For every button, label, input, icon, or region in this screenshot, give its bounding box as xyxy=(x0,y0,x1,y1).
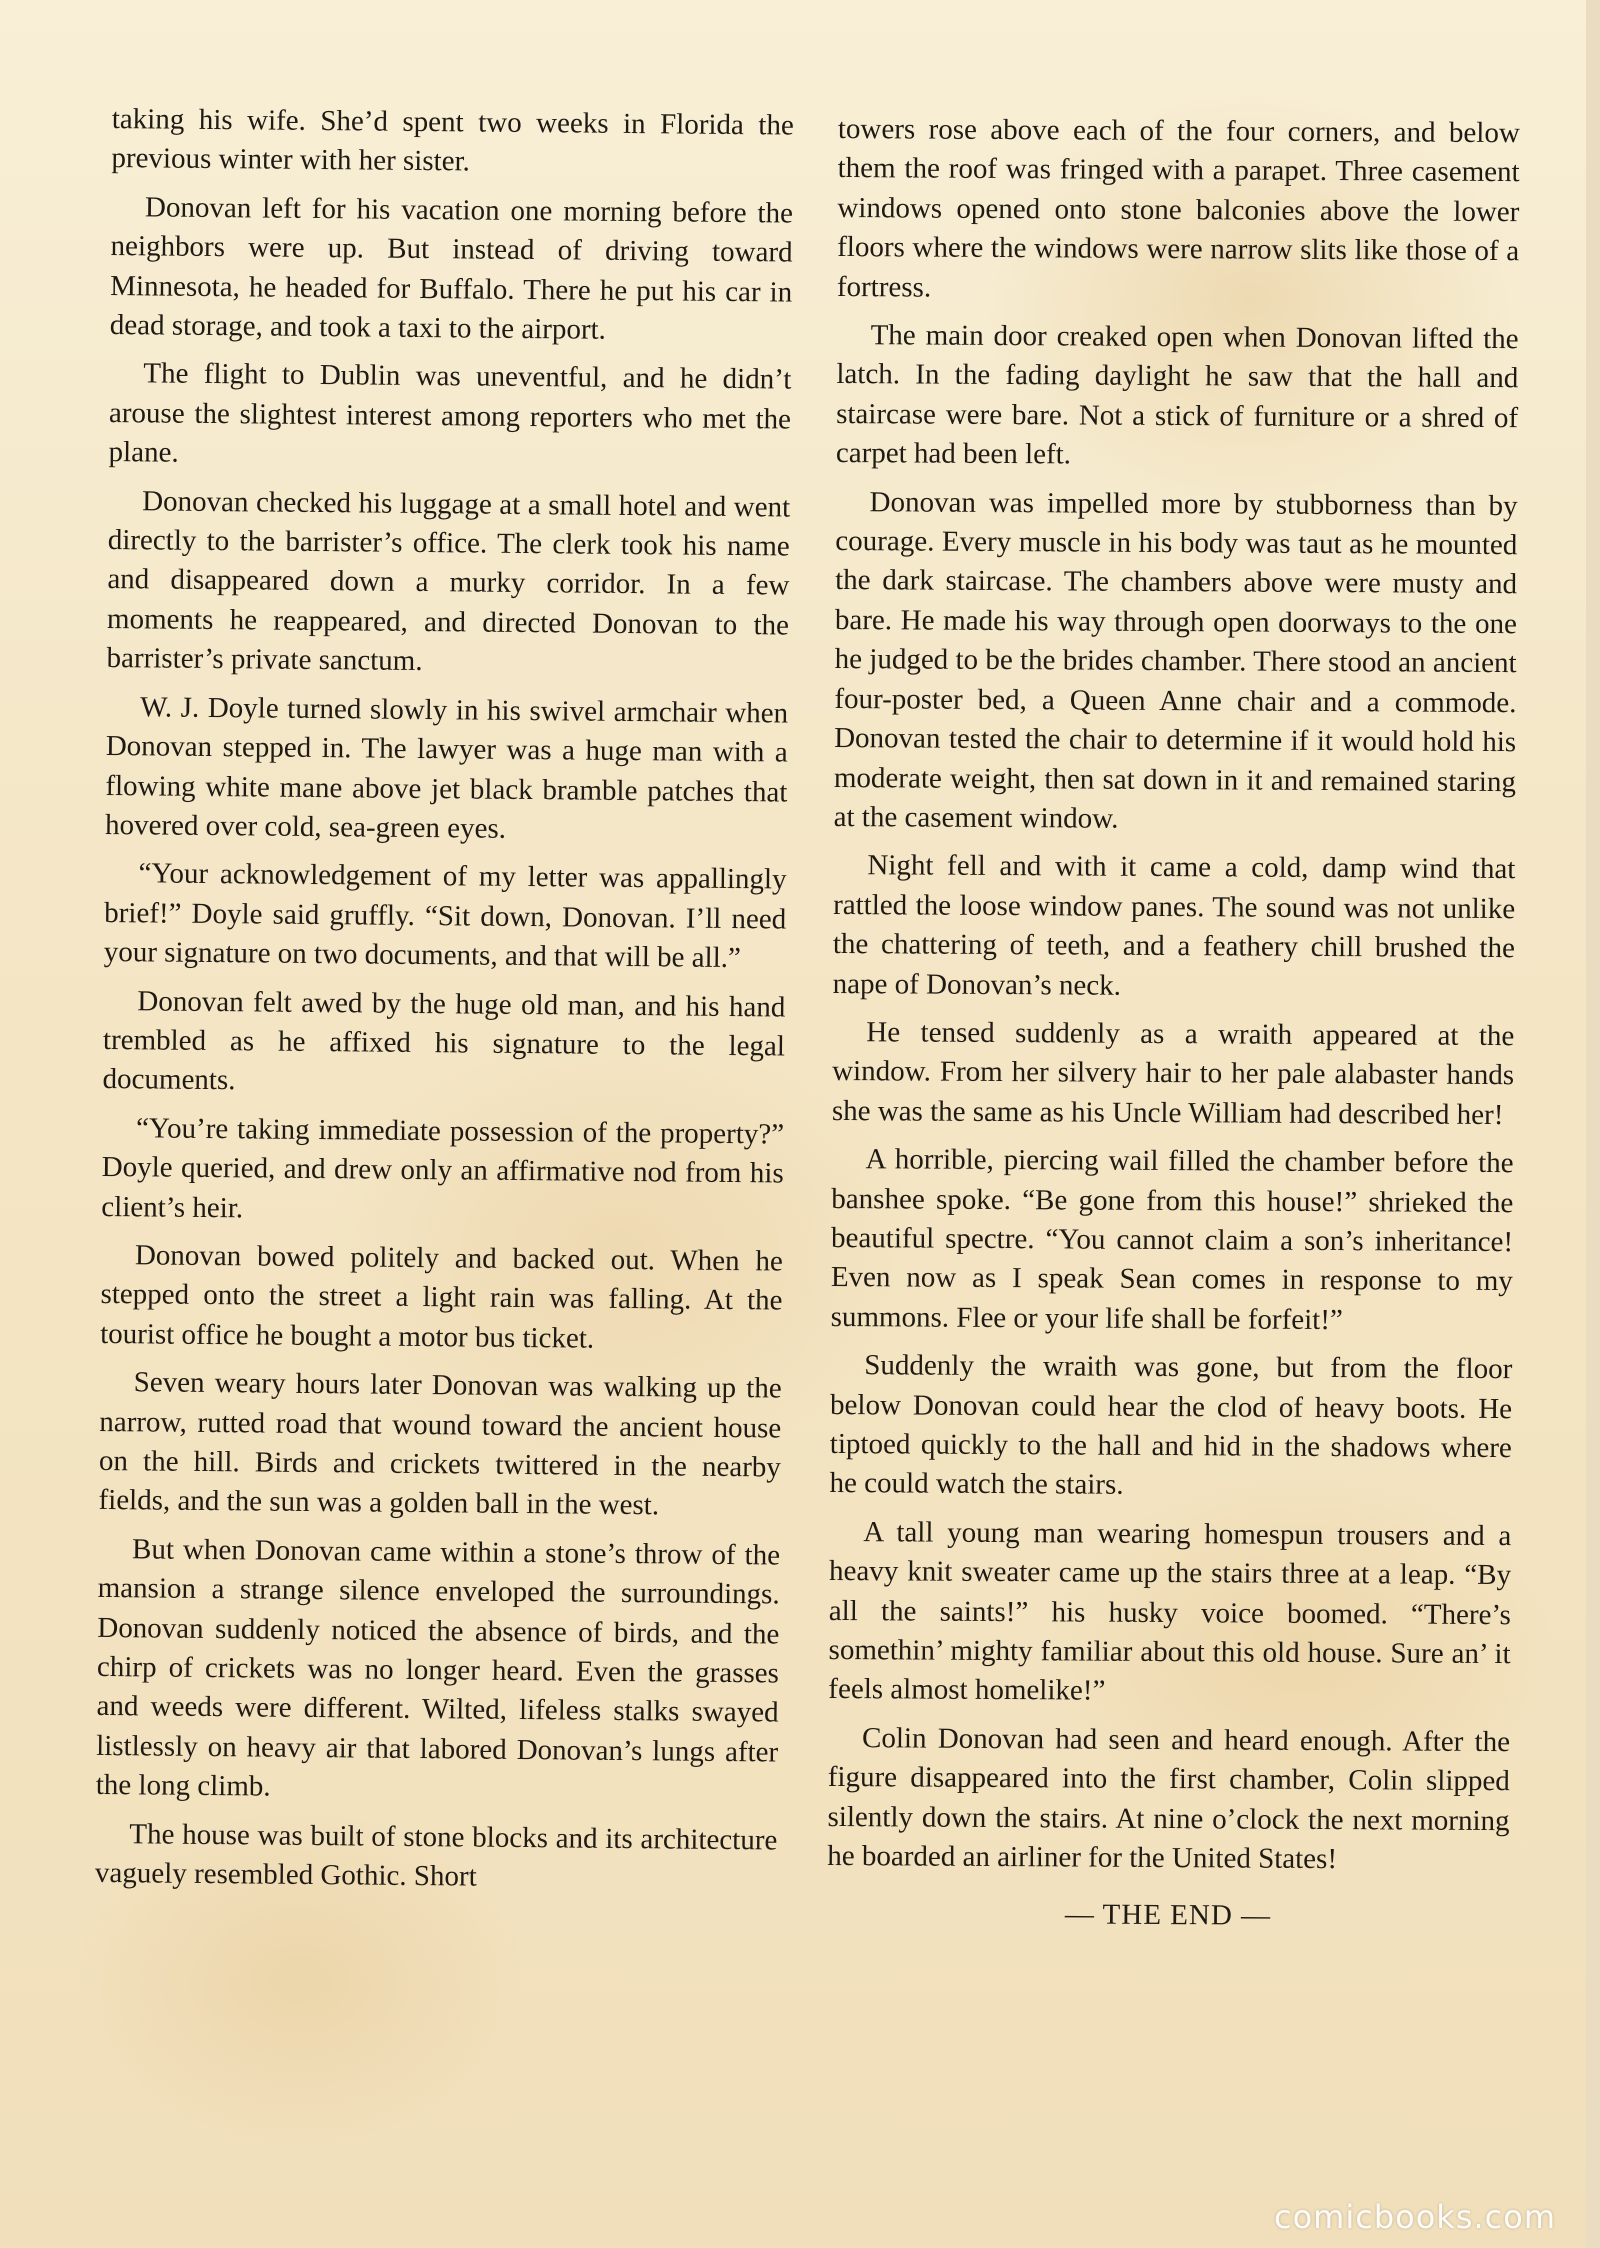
paragraph: Donovan was impelled more by stubborness than by courage. Every muscle in his body was taut as he mounted the dark staircase. The chambers above were musty and bare. He made his way through open doorways to the one he judged to be the brides chamber. There stood an ancient four-poster bed, a Queen Anne chair and a commode. Donovan tested the chair to determine if it would hold his moderate weight, then sat down in it and remained staring at the casement window. xyxy=(833,485,1518,835)
paragraph: “Your acknowledgement of my letter was appallingly brief!” Doyle said gruffly. “Sit down, Donovan. I’ll need your signature on two documents, and that will be all.” xyxy=(103,857,787,975)
paragraph: W. J. Doyle turned slowly in his swivel armchair when Donovan stepped in. The lawyer was a huge man with a flowing white mane above jet black bramble patches that hovered over cold, sea-green eyes. xyxy=(104,690,789,845)
paragraph: A horrible, piercing wail filled the chamber before the banshee spoke. “Be gone from this house!” shrieked the beautiful spectre. “You cannot claim a son’s inheritance! Even now as I speak Sean comes in response to my summons. Flee or your life shall be forfeit!” xyxy=(830,1143,1514,1336)
paragraph: towers rose above each of the four corners, and below them the roof was fringed with a parapet. Three casement windows opened onto stone balconies above the lower floors where the windows were narrow slits like those of a fortress. xyxy=(836,112,1520,304)
paragraph: Donovan left for his vacation one morning before the neighbors were up. But instead of driving toward Minnesota, he headed for Buffalo. There he put his car in dead storage, and took a taxi to the airport. xyxy=(109,191,794,346)
paragraph: “You’re taking immediate possession of the property?” Doyle queried, and drew only an affirmative nod from his client’s heir. xyxy=(101,1112,785,1224)
paragraph: Donovan bowed politely and backed out. When he stepped onto the street a light rain was falling. At the tourist office he bought a motor bus ticket. xyxy=(100,1239,784,1355)
paragraph: Colin Donovan had seen and heard enough. After the figure disappeared into the first chamber, Colin slipped silently down the stairs. At nine o’clock the next morning he boarded an airliner for the United States! xyxy=(827,1722,1511,1876)
paragraph: Night fell and with it came a cold, damp wind that rattled the loose window panes. The sound was not unlike the chattering of teeth, and a feathery chill brushed the nape of Donovan’s neck. xyxy=(832,849,1516,1002)
paragraph: Donovan checked his luggage at a small hotel and went directly to the barrister’s office. The clerk took his name and disappeared down a murky corridor. In a few moments he reappeared, and directed Donovan to the barrister’s private sanctum. xyxy=(106,484,791,678)
paragraph: Suddenly the wraith was gone, but from the floor below Donovan could hear the clod of heavy boots. He tiptoed quickly to the hall and hid in the shadows where he could watch the stairs. xyxy=(829,1349,1513,1502)
right-text-column xyxy=(827,110,1520,1947)
paragraph: The house was built of stone blocks and its architecture vaguely resembled Gothic. Short xyxy=(94,1817,778,1893)
paragraph: taking his wife. She’d spent two weeks in Florida the previous winter with her sister. xyxy=(111,102,794,178)
the-end-marker: — THE END — xyxy=(1064,1898,1272,1933)
paragraph: But when Donovan came within a stone’s throw of the mansion a strange silence enveloped the surroundings. Donovan suddenly noticed the absence of birds, and the chirp of crickets was no longer heard. Even the grasses and weeds were different. Wilted, lifeless stalks swayed listlessly on heavy air that labored Donovan’s lungs after the long climb. xyxy=(95,1533,781,1803)
paragraph: The main door creaked open when Donovan lifted the latch. In the fading daylight he saw that the hall and staircase were bare. Not a stick of furniture or a shred of carpet had been left. xyxy=(835,319,1519,471)
site-watermark: comicbooks.com xyxy=(1273,2198,1556,2236)
paragraph: A tall young man wearing homespun trousers and a heavy knit sweater came up the stairs three at a leap. “By all the saints!” his husky voice boomed. “There’s somethin’ mighty familiar about this old house. Sure an’ it feels almost homelike!” xyxy=(828,1515,1512,1708)
left-text-column xyxy=(95,100,794,1909)
paragraph: The flight to Dublin was uneventful, and he didn’t arouse the slightest interest among reporters who met the plane. xyxy=(108,357,792,469)
paragraph: Seven weary hours later Donovan was walking up the narrow, rutted road that wound toward the ancient house on the hill. Birds and crickets twittered in the nearby fields, and the sun was a golden ball in the west. xyxy=(98,1366,782,1522)
paragraph: He tensed suddenly as a wraith appeared at the window. From her silvery hair to her pale alabaster hands she was the same as his Uncle William had described her! xyxy=(831,1016,1515,1131)
paragraph: Donovan felt awed by the huge old man, and his hand trembled as he affixed his signature to the legal documents. xyxy=(102,984,786,1097)
